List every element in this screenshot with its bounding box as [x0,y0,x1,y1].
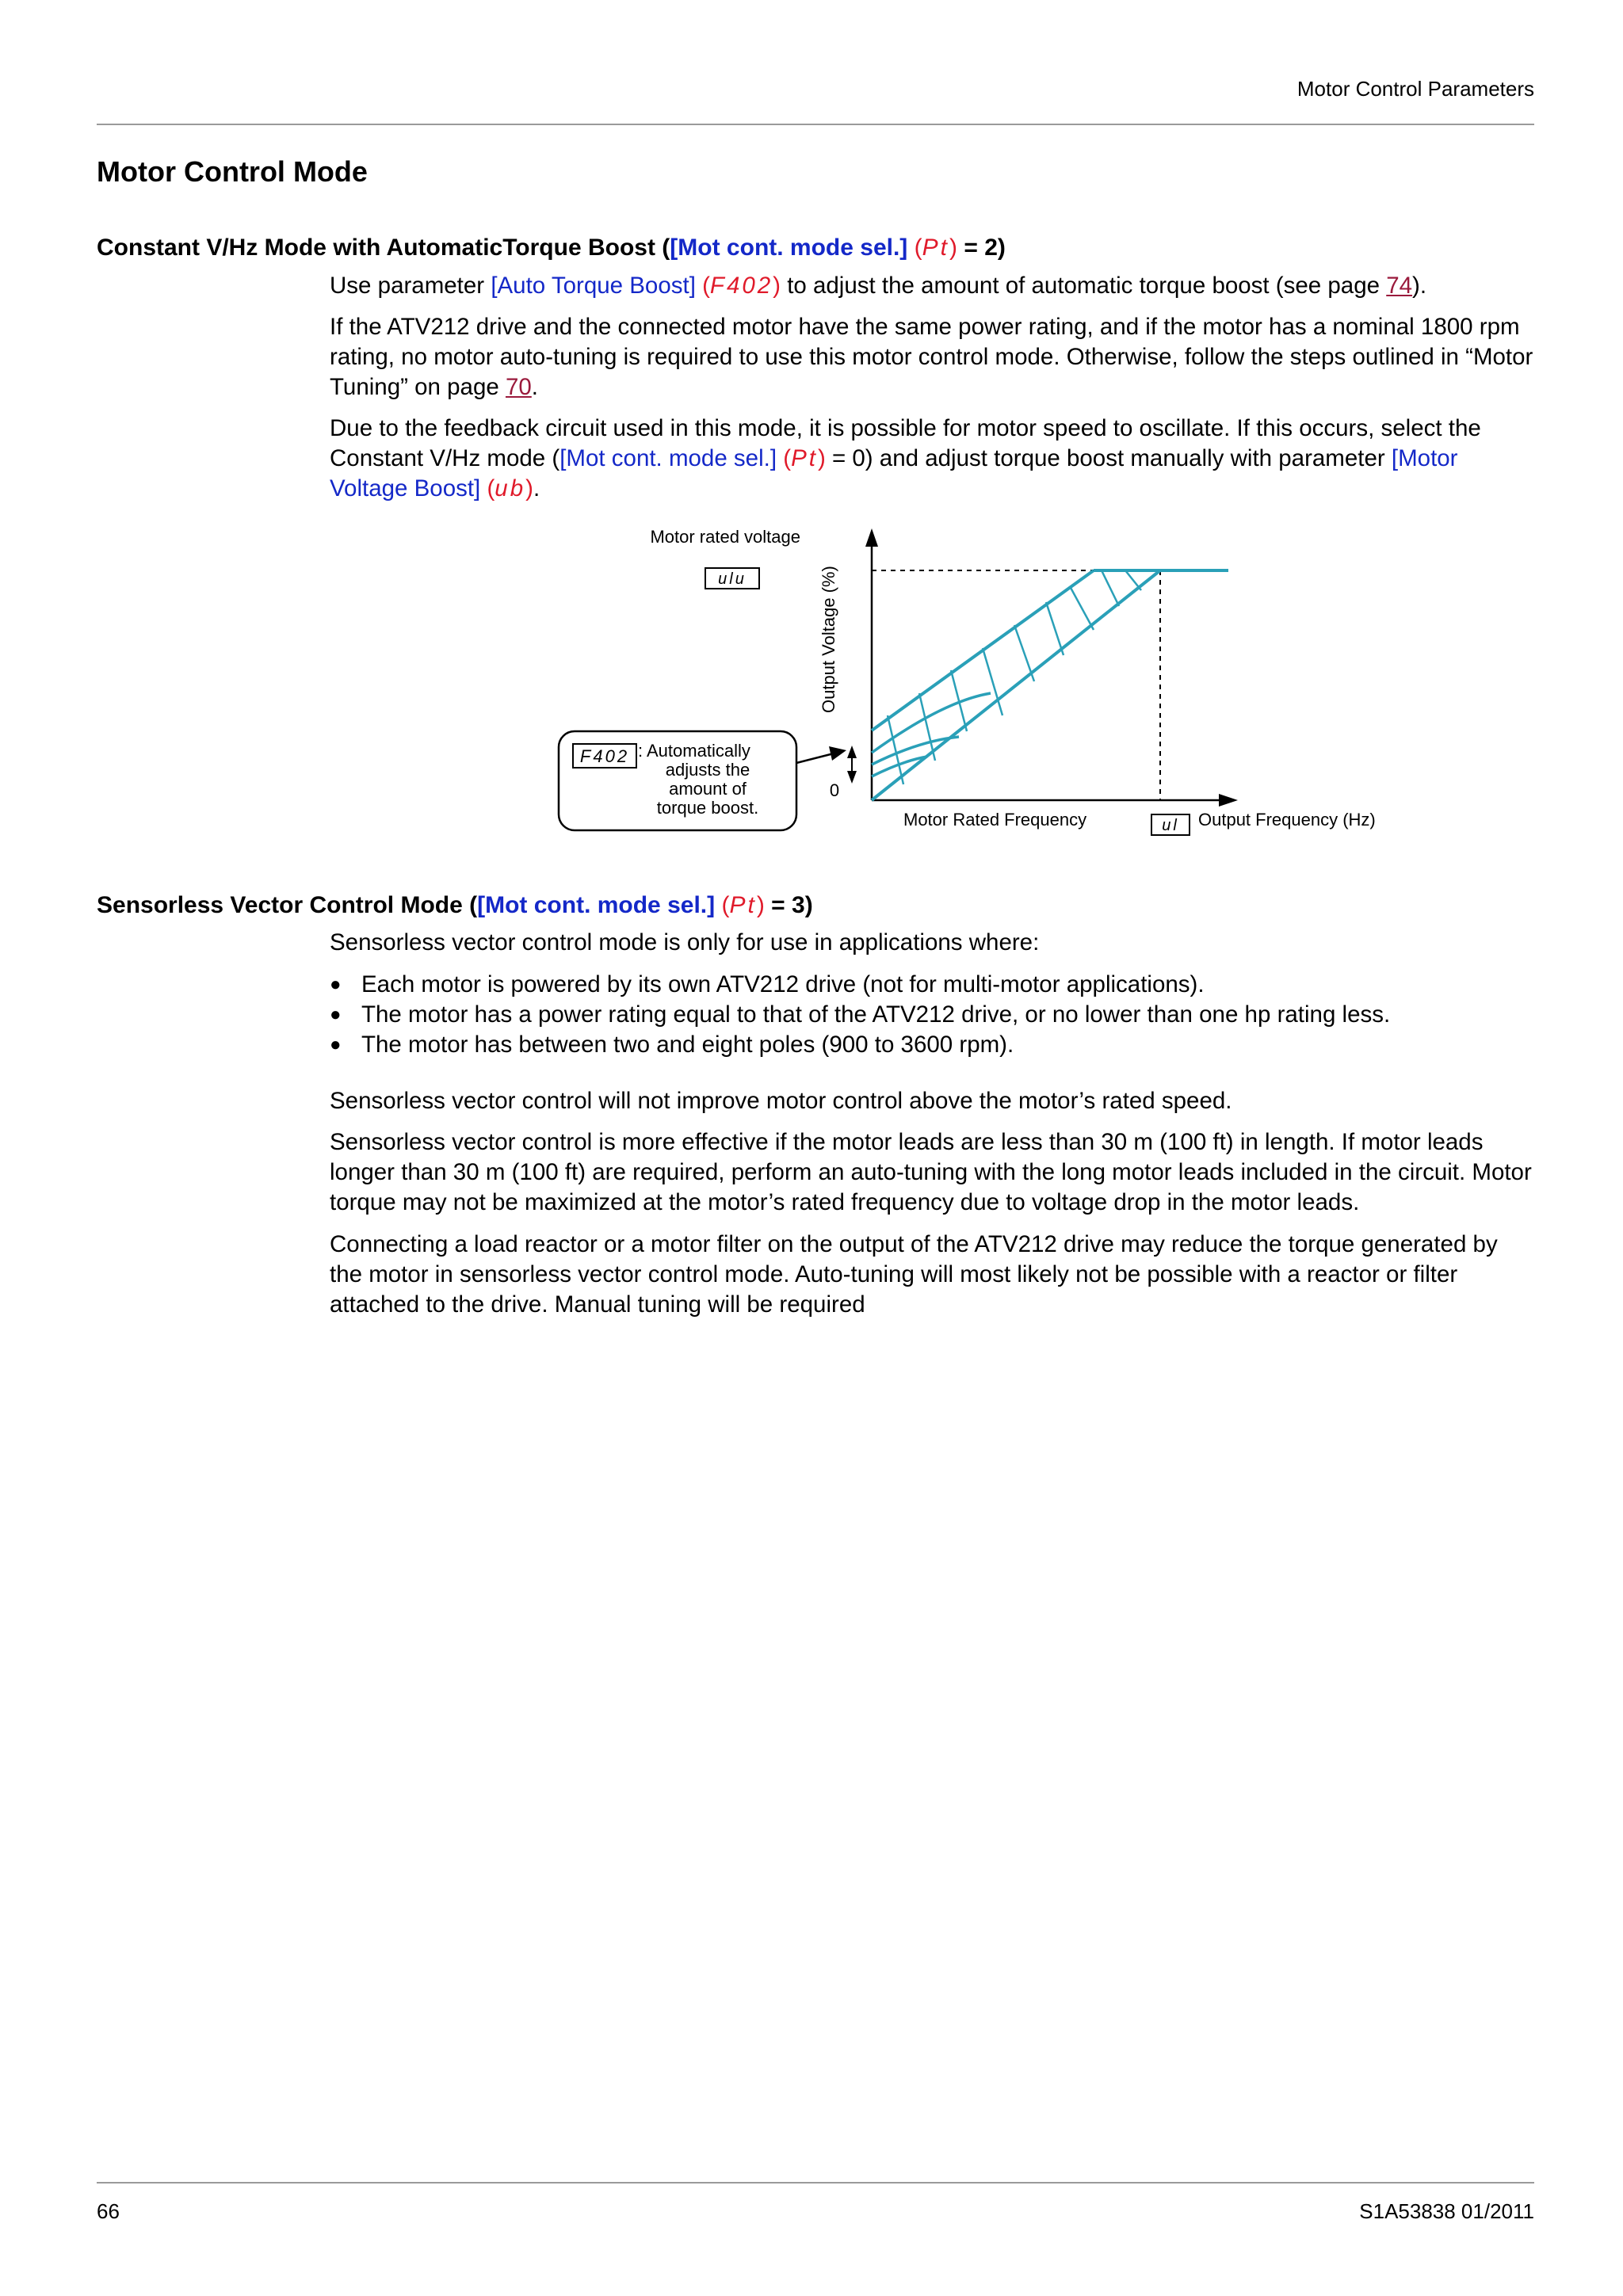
callout-line-3: amount of [669,779,747,799]
paragraph-auto-tuning [330,312,1534,402]
paragraph-rated-speed: Sensorless vector control will not improve motor control above the motor’s rated speed. [330,1088,1232,1114]
arrow-up-icon [847,746,857,758]
callout-arrow-icon [829,746,846,761]
page-number: 66 [97,2199,120,2223]
heading-value: = 2) [964,235,1006,261]
footer-rule [97,2182,1534,2183]
paragraph-oscillation: Due to the feedback circuit used in this mode, it is possible for motor speed to oscillate. If this occurs, select the Constant V/Hz mode ([Mot cont. mode sel.] (Pt) = 0) and adjust torque boost manually with parameter [Motor Voltage Boost] (ub). [330,415,1481,502]
text: Due to the feedback circuit used in this mode, it is possible for motor speed to oscillate. If this occurs, select the Constant V/Hz mode ( [330,415,1481,471]
hatch-line [1070,586,1094,630]
list-item: ● Each motor is powered by its own ATV212 drive (not for multi-motor applications). [330,970,1534,1000]
text: = 0) and adjust torque boost manually with parameter [825,445,1392,471]
callout-line-4: torque boost. [656,798,759,818]
document-reference: S1A53838 01/2011 [1359,2199,1534,2223]
hatch-line [1014,625,1034,681]
list-item: ● The motor has between two and eight poles (900 to 3600 rpm). [330,1030,1534,1060]
callout-code: F402 [579,746,630,766]
page-link-70[interactable]: 70 [505,374,532,400]
hatch-line [1125,570,1141,590]
page-title: Motor Control Mode [97,155,368,188]
running-header: Motor Control Parameters [1296,77,1534,101]
text: to adjust the amount of automatic torque boost (see page [781,273,1387,299]
vhz-curves [872,570,1228,800]
y-axis-label: Output Voltage (%) [819,566,838,713]
torque-boost-diagram [547,519,1419,836]
text: . [531,374,538,400]
param-code: F402 [709,273,773,299]
header-rule [97,124,1534,125]
param-code: ub [495,475,526,502]
zero-label: 0 [829,780,840,800]
heading-value: = 3) [771,892,813,918]
text: ). [1412,273,1427,299]
heading-text: Constant V/Hz Mode with AutomaticTorque Boost ( [97,235,670,261]
param-name: [Mot cont. mode sel.] [670,235,908,261]
param-code: Pt [729,892,757,918]
list-item: ● The motor has a power rating equal to that of the ATV212 drive, or no lower than one hp rating less. [330,1000,1534,1030]
text: Use parameter [330,273,491,299]
callout-line-2: adjusts the [665,760,750,780]
param-motor-voltage-boost: [Motor Voltage Boost] [330,445,1458,502]
page-link-74[interactable]: 74 [1386,273,1413,299]
x-rated-label: Motor Rated Frequency [903,810,1087,830]
paragraph-load-reactor: Connecting a load reactor or a motor filter on the output of the ATV212 drive may reduce the torque generated by the motor in sensorless vector control mode. Auto-tuning will most likely not be possible with a reactor or filter attached to the drive. Manual tuning will be required [330,1231,1498,1318]
param-code: Pt [791,445,818,471]
param-name: [Mot cont. mode sel.] [477,892,716,918]
paragraph-auto-torque-boost: Use parameter [Auto Torque Boost] (F402) to adjust the amount of automatic torque boost (see page 74). [330,273,1427,299]
param-mot-cont-mode: [Mot cont. mode sel.] [559,445,777,471]
rated-voltage-code: ulu [718,570,747,588]
param-code: Pt [922,235,949,261]
section-heading-constant-vhz: Constant V/Hz Mode with AutomaticTorque Boost ([Mot cont. mode sel.] (Pt) = 2) [97,235,1006,261]
paragraph-sensorless-intro: Sensorless vector control mode is only for use in applications where: [330,929,1040,955]
y-axis-arrow-icon [865,528,878,547]
hatch-lines [888,570,1141,784]
rated-voltage-label: Motor rated voltage [650,527,800,547]
text: . [533,475,540,502]
arrow-down-icon [847,771,857,784]
param-auto-torque-boost: [Auto Torque Boost] [491,273,696,299]
callout-line-1: : Automatically [638,741,750,761]
requirements-list [330,970,1534,1060]
text: If the ATV212 drive and the connected motor have the same power rating, and if the motor has a nominal 1800 rpm rating, no motor auto-tuning is required to use this motor control mode. Otherwise, follow the steps outlined in “Motor Tuning” on page [330,314,1533,400]
hatch-line [1046,602,1064,655]
section-heading-sensorless: Sensorless Vector Control Mode ([Mot cont. mode sel.] (Pt) = 3) [97,892,813,918]
x-axis-label: Output Frequency (Hz) [1198,810,1376,830]
x-rated-code: ul [1162,817,1179,834]
paragraph-motor-leads: Sensorless vector control is more effective if the motor leads are less than 30 m (100 ft) in length. If motor leads longer than 30 m (100 ft) are required, perform an auto-tuning with the long motor leads included in the circuit. Motor torque may not be maximized at the motor’s rated frequency due to voltage drop in the motor leads. [330,1129,1532,1215]
heading-text: Sensorless Vector Control Mode ( [97,892,478,918]
vhz-line [872,570,1160,800]
hatch-line [888,715,903,784]
hatch-line [919,693,935,761]
x-axis-arrow-icon [1219,794,1238,807]
hatch-line [1102,570,1119,606]
